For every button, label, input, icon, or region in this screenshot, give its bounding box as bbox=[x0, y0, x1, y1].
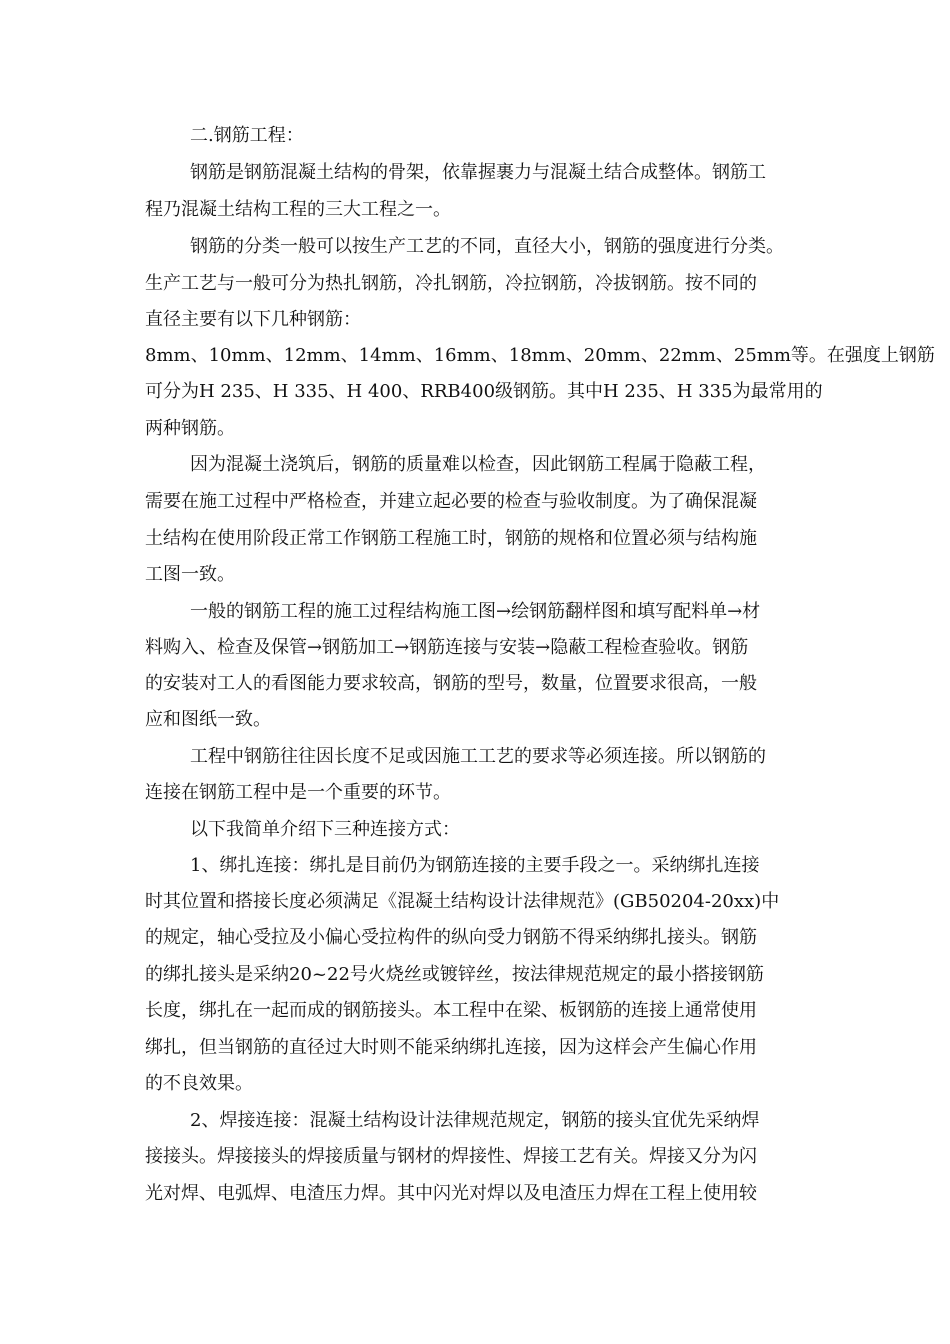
paragraph-line: 光对焊、电弧焊、电渣压力焊。其中闪光对焊以及电渣压力焊在工程上使用较 bbox=[145, 1183, 757, 1204]
paragraph-line: 的绑扎接头是采纳20~22号火烧丝或镀锌丝，按法律规范规定的最小搭接钢筋 bbox=[145, 964, 764, 985]
paragraph-line: 工程中钢筋往往因长度不足或因施工工艺的要求等必须连接。所以钢筋的 bbox=[190, 746, 766, 767]
paragraph-line: 直径主要有以下几种钢筋： bbox=[145, 309, 361, 330]
paragraph-line: 时其位置和搭接长度必须满足《混凝土结构设计法律规范》(GB50204-20xx)中 bbox=[145, 891, 780, 912]
paragraph-line: 生产工艺与一般可分为热扎钢筋，冷扎钢筋，冷拉钢筋，冷拔钢筋。按不同的 bbox=[145, 273, 757, 294]
paragraph-line: 程乃混凝土结构工程的三大工程之一。 bbox=[145, 199, 451, 220]
paragraph-line: 接接头。焊接接头的焊接质量与钢材的焊接性、焊接工艺有关。焊接又分为闪 bbox=[145, 1146, 757, 1167]
paragraph-line: 钢筋是钢筋混凝土结构的骨架，依靠握裹力与混凝土结合成整体。钢筋工 bbox=[190, 162, 766, 183]
paragraph-line: 需要在施工过程中严格检查，并建立起必要的检查与验收制度。为了确保混凝 bbox=[145, 491, 757, 512]
paragraph-line: 两种钢筋。 bbox=[145, 418, 235, 439]
paragraph-line: 因为混凝土浇筑后，钢筋的质量难以检查，因此钢筋工程属于隐蔽工程， bbox=[190, 454, 766, 475]
paragraph-line: 绑扎，但当钢筋的直径过大时则不能采纳绑扎连接，因为这样会产生偏心作用 bbox=[145, 1037, 757, 1058]
paragraph-line: 可分为H 235、H 335、H 400、RRB400级钢筋。其中H 235、H 335为最常用的 bbox=[145, 381, 823, 402]
paragraph-line: 应和图纸一致。 bbox=[145, 709, 271, 730]
paragraph-line: 长度，绑扎在一起而成的钢筋接头。本工程中在梁、板钢筋的连接上通常使用 bbox=[145, 1000, 757, 1021]
paragraph-line: 钢筋的分类一般可以按生产工艺的不同，直径大小，钢筋的强度进行分类。 bbox=[190, 236, 784, 257]
paragraph-line: 料购入、检查及保管→钢筋加工→钢筋连接与安装→隐蔽工程检查验收。钢筋 bbox=[145, 637, 749, 658]
paragraph-line: 的安装对工人的看图能力要求较高，钢筋的型号，数量，位置要求很高，一般 bbox=[145, 673, 757, 694]
paragraph-line: 以下我简单介绍下三种连接方式： bbox=[190, 819, 460, 840]
paragraph-line: 2、焊接连接：混凝土结构设计法律规范规定，钢筋的接头宜优先采纳焊 bbox=[190, 1110, 760, 1131]
paragraph-line: 8mm、10mm、12mm、14mm、16mm、18mm、20mm、22mm、25mm等。在强度上钢筋 bbox=[145, 345, 935, 366]
paragraph-line: 1、绑扎连接：绑扎是目前仍为钢筋连接的主要手段之一。采纳绑扎连接 bbox=[190, 855, 760, 876]
paragraph-line: 土结构在使用阶段正常工作钢筋工程施工时，钢筋的规格和位置必须与结构施 bbox=[145, 528, 757, 549]
paragraph-line: 的不良效果。 bbox=[145, 1073, 253, 1094]
section-heading: 二.钢筋工程： bbox=[190, 125, 304, 146]
paragraph-line: 工图一致。 bbox=[145, 564, 235, 585]
paragraph-line: 一般的钢筋工程的施工过程结构施工图→绘钢筋翻样图和填写配料单→材 bbox=[190, 601, 761, 622]
paragraph-line: 连接在钢筋工程中是一个重要的环节。 bbox=[145, 782, 451, 803]
paragraph-line: 的规定，轴心受拉及小偏心受拉构件的纵向受力钢筋不得采纳绑扎接头。钢筋 bbox=[145, 927, 757, 948]
